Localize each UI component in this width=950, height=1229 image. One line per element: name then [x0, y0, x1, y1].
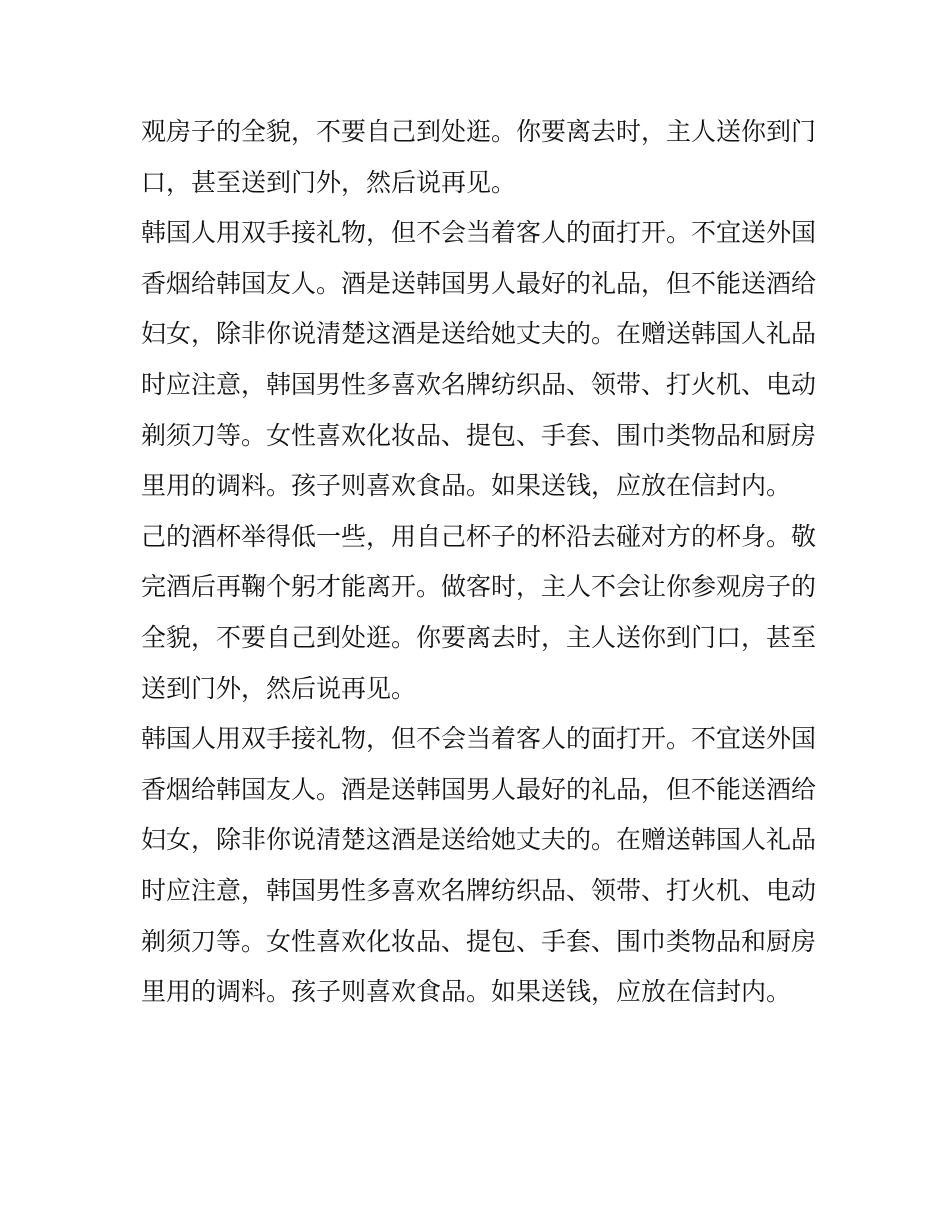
text-line: 妇女，除非你说清楚这酒是送给她丈夫的。在赠送韩国人礼品 — [141, 319, 817, 349]
document-body — [141, 107, 817, 1018]
text-line: 韩国人用双手接礼物，但不会当着客人的面打开。不宜送外国 — [141, 218, 817, 248]
text-line: 时应注意，韩国男性多喜欢名牌纺织品、领带、打火机、电动 — [141, 875, 817, 905]
text-line: 口，甚至送到门外，然后说再见。 — [141, 167, 517, 197]
text-line: 己的酒杯举得低一些，用自己杯子的杯沿去碰对方的杯身。敬 — [141, 521, 817, 551]
text-line: 观房子的全貌，不要自己到处逛。你要离去时，主人送你到门 — [141, 117, 817, 146]
text-line: 完酒后再鞠个躬才能离开。做客时，主人不会让你参观房子的 — [141, 572, 817, 602]
text-line: 剃须刀等。女性喜欢化妆品、提包、手套、围巾类物品和厨房 — [141, 420, 817, 450]
text-line: 时应注意，韩国男性多喜欢名牌纺织品、领带、打火机、电动 — [141, 369, 817, 399]
text-line: 里用的调料。孩子则喜欢食品。如果送钱，应放在信封内。 — [141, 977, 792, 1007]
text-line: 送到门外，然后说再见。 — [141, 673, 417, 703]
text-line: 妇女，除非你说清楚这酒是送给她丈夫的。在赠送韩国人礼品 — [141, 825, 817, 855]
text-line: 里用的调料。孩子则喜欢食品。如果送钱，应放在信封内。 — [141, 471, 792, 501]
text-line: 香烟给韩国友人。酒是送韩国男人最好的礼品，但不能送酒给 — [141, 774, 817, 804]
text-line: 全貌，不要自己到处逛。你要离去时，主人送你到门口，甚至 — [141, 622, 817, 652]
text-line: 香烟给韩国友人。酒是送韩国男人最好的礼品，但不能送酒给 — [141, 268, 817, 298]
text-line: 韩国人用双手接礼物，但不会当着客人的面打开。不宜送外国 — [141, 724, 817, 754]
text-line: 剃须刀等。女性喜欢化妆品、提包、手套、围巾类物品和厨房 — [141, 926, 817, 956]
